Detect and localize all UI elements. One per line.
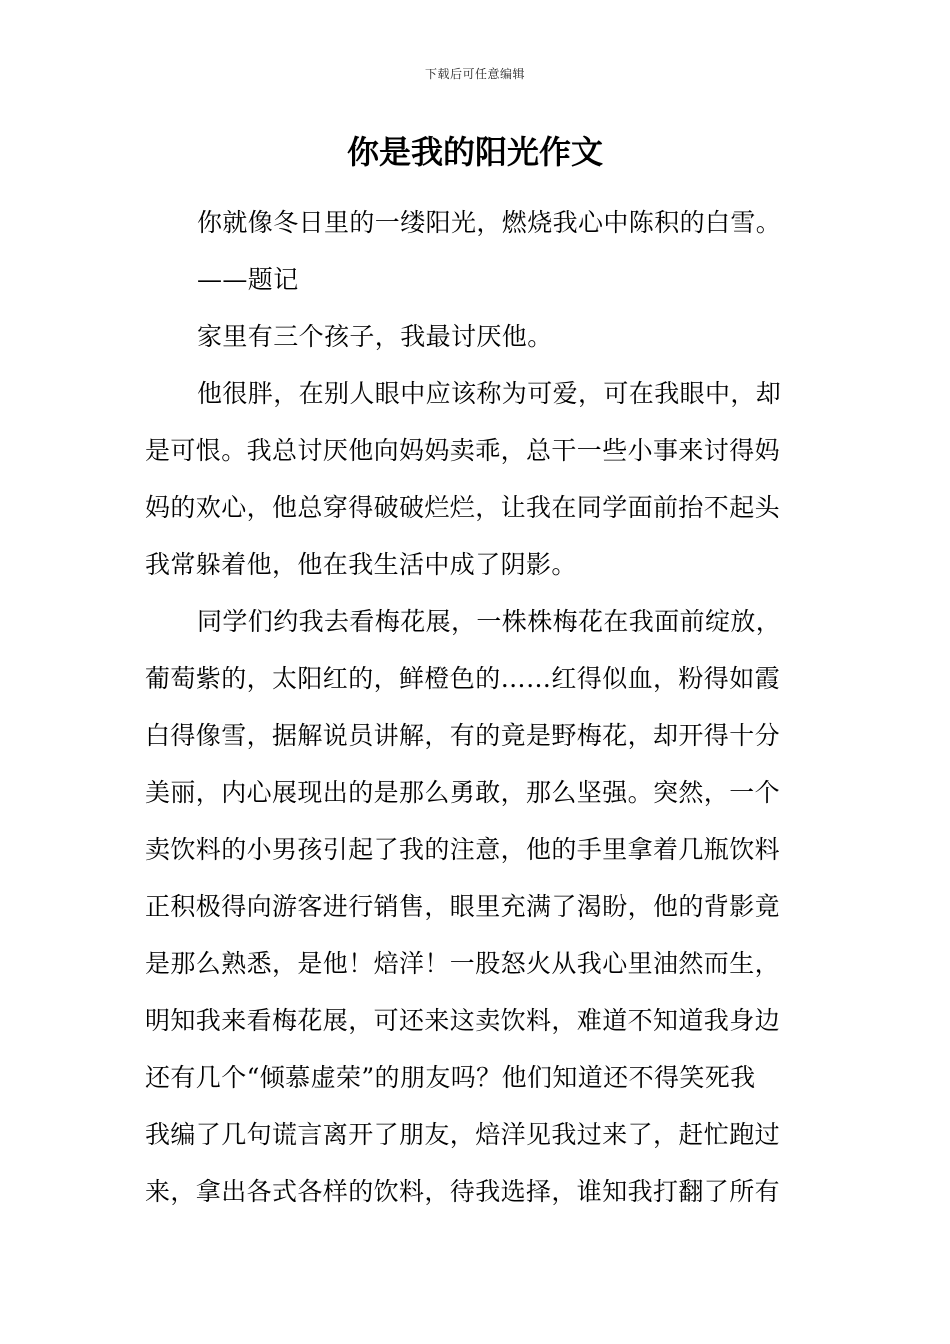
- body-line: 是可恨。我总讨厌他向妈妈卖乖，总干一些小事来讨得妈: [145, 436, 781, 465]
- body-line: 我编了几句谎言离开了朋友，焙洋见我过来了，赶忙跑过: [145, 1120, 781, 1149]
- body-line: 我常躲着他，他在我生活中成了阴影。: [145, 550, 577, 579]
- body-line: 他很胖，在别人眼中应该称为可爱，可在我眼中，却: [197, 379, 782, 408]
- body-line: 还有几个“倾慕虚荣”的朋友吗？他们知道还不得笑死我: [145, 1063, 756, 1092]
- body-line: 家里有三个孩子，我最讨厌他。: [197, 322, 553, 351]
- body-line: ——题记: [197, 265, 299, 294]
- header-note: 下载后可任意编辑: [424, 67, 525, 81]
- body-line: 同学们约我去看梅花展，一株株梅花在我面前绽放，: [197, 607, 782, 636]
- body-line: 美丽，内心展现出的是那么勇敢，那么坚强。突然，一个: [145, 778, 781, 807]
- body-line: 正积极得向游客进行销售，眼里充满了渴盼，他的背影竟: [145, 892, 781, 921]
- body-line: 葡萄紫的，太阳红的，鲜橙色的……红得似血，粉得如霞: [145, 664, 781, 693]
- body-line: 卖饮料的小男孩引起了我的注意，他的手里拿着几瓶饮料: [145, 835, 781, 864]
- body-line: 来，拿出各式各样的饮料，待我选择，谁知我打翻了所有: [145, 1177, 781, 1206]
- body-line: 明知我来看梅花展，可还来这卖饮料，难道不知道我身边: [145, 1006, 781, 1035]
- body-line: 白得像雪，据解说员讲解，有的竟是野梅花，却开得十分: [145, 721, 781, 750]
- document-body: [145, 194, 810, 1220]
- document-title: 你是我的阳光作文: [346, 133, 603, 171]
- body-line: 你就像冬日里的一缕阳光，燃烧我心中陈积的白雪。: [197, 208, 782, 237]
- body-line: 是那么熟悉，是他！焙洋！一股怒火从我心里油然而生，: [145, 949, 781, 978]
- body-line: 妈的欢心，他总穿得破破烂烂，让我在同学面前抬不起头: [145, 493, 781, 522]
